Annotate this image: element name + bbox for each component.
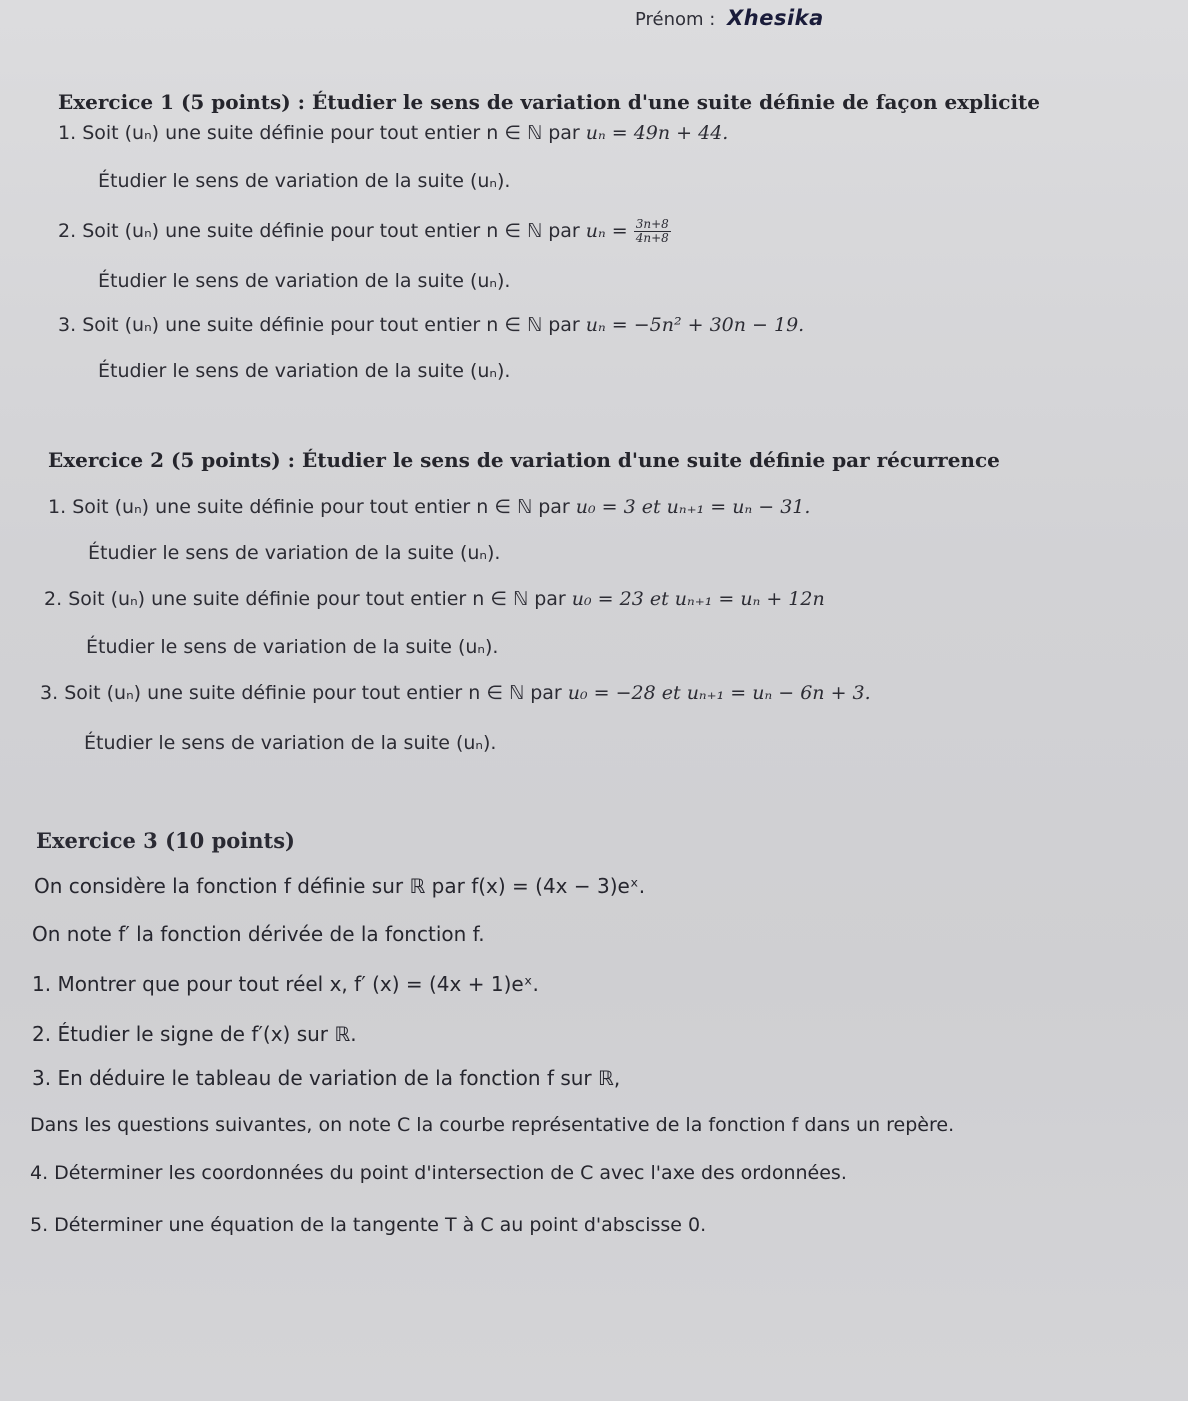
ex1-q2-number: 2. [58,220,77,243]
exercise-2-title: Exercice 2 (5 points) : Étudier le sens de variation d'une suite définie par récurrence [48,448,1000,472]
ex1-q2-formula-lhs: uₙ = [585,220,628,243]
prenom-label: Prénom : [635,9,716,30]
ex1-q2-text: Soit (uₙ) une suite définie pour tout entier n ∈ ℕ par [82,220,580,243]
ex2-q2-formula: u₀ = 23 et uₙ₊₁ = uₙ + 12n [571,588,825,610]
ex1-q3 [58,316,804,335]
ex3-q3: 3. En déduire le tableau de variation de la fonction f sur ℝ, [32,1066,621,1090]
ex1-q1-text: Soit (uₙ) une suite définie pour tout entier n ∈ ℕ par [82,122,580,144]
ex2-q2-text: Soit (uₙ) une suite définie pour tout entier n ∈ ℕ par [68,588,566,610]
ex2-q2 [44,590,825,609]
ex1-q3-formula: uₙ = −5n² + 30n − 19. [585,314,805,336]
ex1-q1-number: 1. [58,122,77,144]
ex3-intro-curve: Dans les questions suivantes, on note C la courbe représentative de la fonction f dans un repère. [30,1114,955,1136]
ex3-intro-derivative: On note f′ la fonction dérivée de la fonction f. [32,922,485,946]
ex3-q1: 1. Montrer que pour tout réel x, f′ (x) = (4x + 1)eˣ. [32,972,539,996]
prenom-handwritten-value: Xhesika [727,6,824,30]
ex2-q2-instruction: Étudier le sens de variation de la suite (uₙ). [86,636,499,658]
ex2-q2-number: 2. [44,588,63,610]
ex1-q2-instruction: Étudier le sens de variation de la suite (uₙ). [98,270,511,292]
ex2-q1 [48,498,810,517]
ex3-q5: 5. Déterminer une équation de la tangente T à C au point d'abscisse 0. [30,1214,707,1236]
exercise-1-title: Exercice 1 (5 points) : Étudier le sens de variation d'une suite définie de façon explicite [58,90,1041,114]
ex3-intro-function: On considère la fonction f définie sur ℝ par f(x) = (4x − 3)eˣ. [34,874,646,898]
ex2-q1-instruction: Étudier le sens de variation de la suite (uₙ). [88,542,501,564]
ex2-q3-number: 3. [40,682,59,704]
ex2-q1-text: Soit (uₙ) une suite définie pour tout entier n ∈ ℕ par [72,496,570,518]
ex1-q1-instruction: Étudier le sens de variation de la suite (uₙ). [98,170,511,192]
ex1-q1-formula: uₙ = 49n + 44. [585,122,729,144]
ex1-q3-instruction: Étudier le sens de variation de la suite (uₙ). [98,360,511,382]
ex2-q1-formula: u₀ = 3 et uₙ₊₁ = uₙ − 31. [575,496,811,518]
ex2-q3-formula: u₀ = −28 et uₙ₊₁ = uₙ − 6n + 3. [567,682,871,704]
ex1-q3-text: Soit (uₙ) une suite définie pour tout entier n ∈ ℕ par [82,314,580,336]
fraction-denominator: 4n+8 [635,231,669,246]
ex2-q3-text: Soit (uₙ) une suite définie pour tout entier n ∈ ℕ par [64,682,562,704]
ex2-q3-instruction: Étudier le sens de variation de la suite (uₙ). [84,732,497,754]
ex1-q2 [58,218,671,245]
fraction-numerator: 3n+8 [635,217,669,231]
ex3-q2: 2. Étudier le signe de f′(x) sur ℝ. [32,1022,357,1046]
prenom-field [635,6,824,30]
exercise-3-title: Exercice 3 (10 points) [36,828,295,853]
ex1-q1 [58,124,728,143]
ex2-q1-number: 1. [48,496,67,518]
ex2-q3 [40,684,871,703]
ex1-q3-number: 3. [58,314,77,336]
ex3-q4: 4. Déterminer les coordonnées du point d'intersection de C avec l'axe des ordonnées. [30,1162,847,1184]
ex1-q2-fraction [634,218,671,245]
